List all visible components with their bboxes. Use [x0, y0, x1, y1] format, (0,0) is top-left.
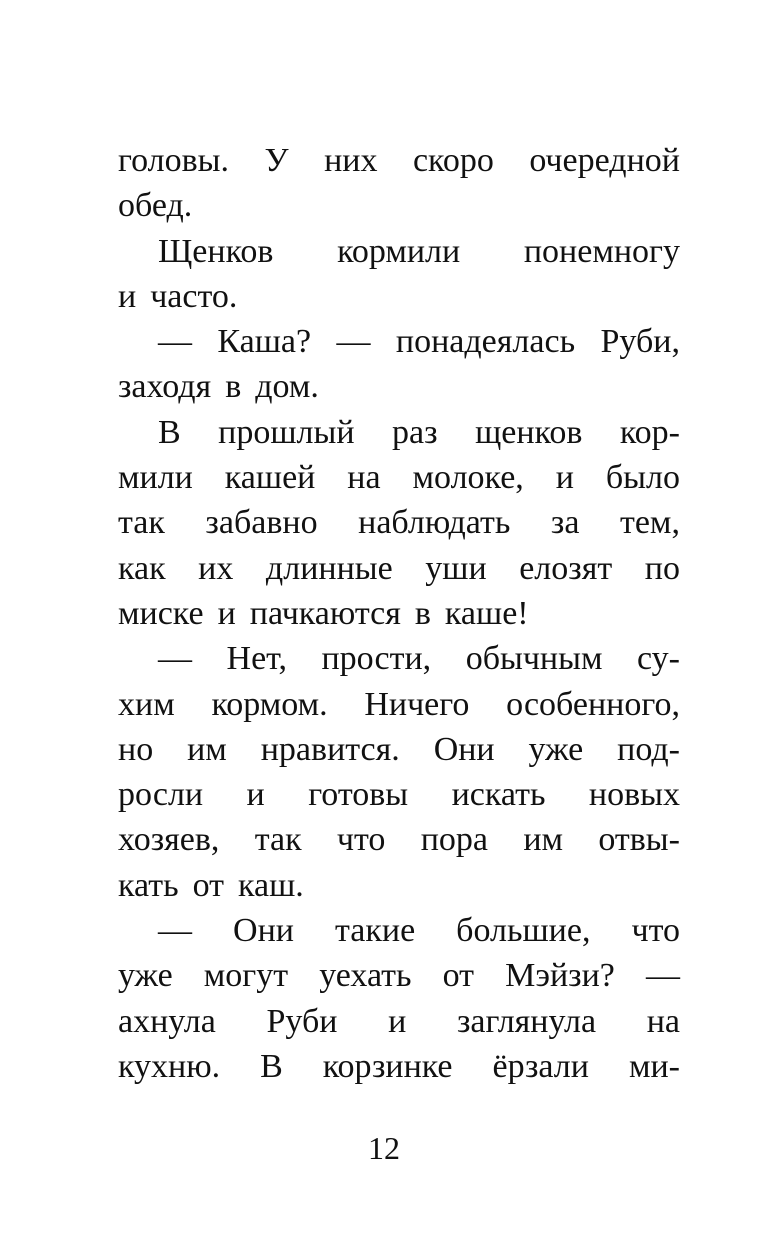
- word: очередной: [529, 142, 680, 179]
- text-line: [118, 319, 680, 364]
- word: от: [442, 957, 475, 995]
- word: ми-: [628, 1047, 680, 1085]
- word: отвы-: [598, 821, 680, 859]
- page-body-text: [118, 138, 680, 1089]
- word: Каша?: [217, 323, 312, 361]
- word: кормом.: [211, 685, 328, 723]
- word: от: [192, 866, 225, 904]
- word: под-: [617, 730, 680, 768]
- word: прости,: [321, 640, 432, 678]
- word: готовы: [308, 776, 409, 814]
- word: —: [158, 323, 192, 361]
- word: У: [264, 142, 289, 179]
- text-line: [118, 410, 680, 455]
- word: уже: [528, 730, 584, 768]
- word: тем,: [619, 504, 680, 542]
- word: щенков: [475, 413, 583, 451]
- word: и: [246, 776, 265, 814]
- word: и: [555, 459, 574, 497]
- word: хозяев,: [118, 821, 220, 859]
- word: —: [158, 912, 192, 950]
- word: каш.: [238, 866, 304, 904]
- word: Щенков: [158, 232, 274, 270]
- word: ёрзали: [492, 1047, 589, 1085]
- word: на: [646, 1002, 680, 1040]
- word: —: [158, 640, 192, 678]
- word: так: [254, 821, 302, 859]
- text-line: [118, 455, 680, 500]
- word: забавно: [205, 504, 318, 542]
- text-line: [118, 229, 680, 274]
- word: кухню.: [118, 1047, 221, 1085]
- word: в: [414, 594, 431, 632]
- text-line: [118, 546, 680, 591]
- word: —: [645, 957, 680, 995]
- word: прошлый: [218, 413, 355, 451]
- word: и: [388, 1002, 407, 1040]
- word: было: [605, 459, 680, 497]
- word: мили: [118, 459, 193, 497]
- word: головы.: [118, 142, 230, 179]
- word: обед.: [118, 187, 193, 225]
- word: миске: [118, 594, 204, 632]
- word: и: [118, 277, 137, 315]
- text-line: [118, 591, 680, 636]
- word: заглянула: [456, 1002, 597, 1040]
- word: них: [324, 142, 378, 179]
- word: кашей: [224, 459, 316, 497]
- word: но: [118, 730, 154, 768]
- word: большие,: [456, 912, 591, 950]
- word: елозят: [519, 549, 613, 587]
- word: что: [336, 821, 386, 859]
- word: понадеялась: [395, 323, 576, 361]
- word: в: [225, 368, 242, 406]
- word: —: [336, 323, 371, 361]
- word: понемногу: [523, 232, 680, 270]
- word: как: [118, 549, 166, 587]
- text-line: [118, 500, 680, 545]
- word: уже: [118, 957, 173, 995]
- word: пачкаются: [249, 594, 401, 632]
- word: росли: [118, 776, 204, 814]
- text-line: [118, 999, 680, 1044]
- word: Мэйзи?: [505, 957, 615, 995]
- word: что: [631, 912, 680, 950]
- word: хим: [118, 685, 175, 723]
- word: уехать: [319, 957, 412, 995]
- word: Они: [433, 730, 495, 768]
- word: су-: [637, 640, 680, 678]
- word: на: [347, 459, 381, 497]
- word: дом.: [255, 368, 319, 406]
- word: молоке,: [412, 459, 524, 497]
- word: длинные: [265, 549, 393, 587]
- word: особенного,: [506, 685, 680, 723]
- word: кормили: [337, 232, 461, 270]
- text-line: [118, 863, 680, 908]
- word: уши: [425, 549, 487, 587]
- word: пора: [420, 821, 489, 859]
- word: им: [187, 730, 227, 768]
- text-line: [118, 636, 680, 681]
- word: по: [644, 549, 680, 587]
- text-line: [118, 727, 680, 772]
- word: скоро: [412, 142, 494, 179]
- text-line: [118, 953, 680, 998]
- word: ахнула: [118, 1002, 216, 1040]
- word: им: [523, 821, 564, 859]
- text-line: [118, 772, 680, 817]
- text-line: [118, 908, 680, 953]
- word: искать: [451, 776, 546, 814]
- word: Нет,: [226, 640, 287, 678]
- word: В: [158, 413, 181, 451]
- word: кать: [118, 866, 179, 904]
- word: часто.: [150, 277, 238, 315]
- page-number: 12: [368, 1130, 400, 1166]
- text-line: [118, 274, 680, 319]
- text-line: [118, 138, 680, 183]
- word: их: [198, 549, 234, 587]
- word: нравится.: [260, 730, 400, 768]
- text-line: [118, 817, 680, 862]
- word: корзинке: [322, 1047, 453, 1085]
- word: за: [550, 504, 580, 542]
- word: так: [118, 504, 165, 542]
- text-line: [118, 364, 680, 409]
- word: заходя: [118, 368, 212, 406]
- word: раз: [392, 413, 438, 451]
- word: Руби: [266, 1002, 338, 1040]
- word: Руби,: [600, 323, 680, 361]
- word: такие: [334, 912, 416, 950]
- word: Они: [233, 912, 294, 950]
- word: могут: [203, 957, 289, 995]
- word: наблюдать: [358, 504, 511, 542]
- text-line: [118, 682, 680, 727]
- text-line: [118, 1044, 680, 1089]
- word: каше!: [444, 594, 529, 632]
- text-line: [118, 183, 680, 228]
- word: Ничего: [364, 685, 470, 723]
- word: В: [260, 1047, 283, 1085]
- word: кор-: [619, 413, 680, 451]
- word: и: [217, 594, 236, 632]
- word: обычным: [465, 640, 603, 678]
- word: новых: [588, 776, 680, 814]
